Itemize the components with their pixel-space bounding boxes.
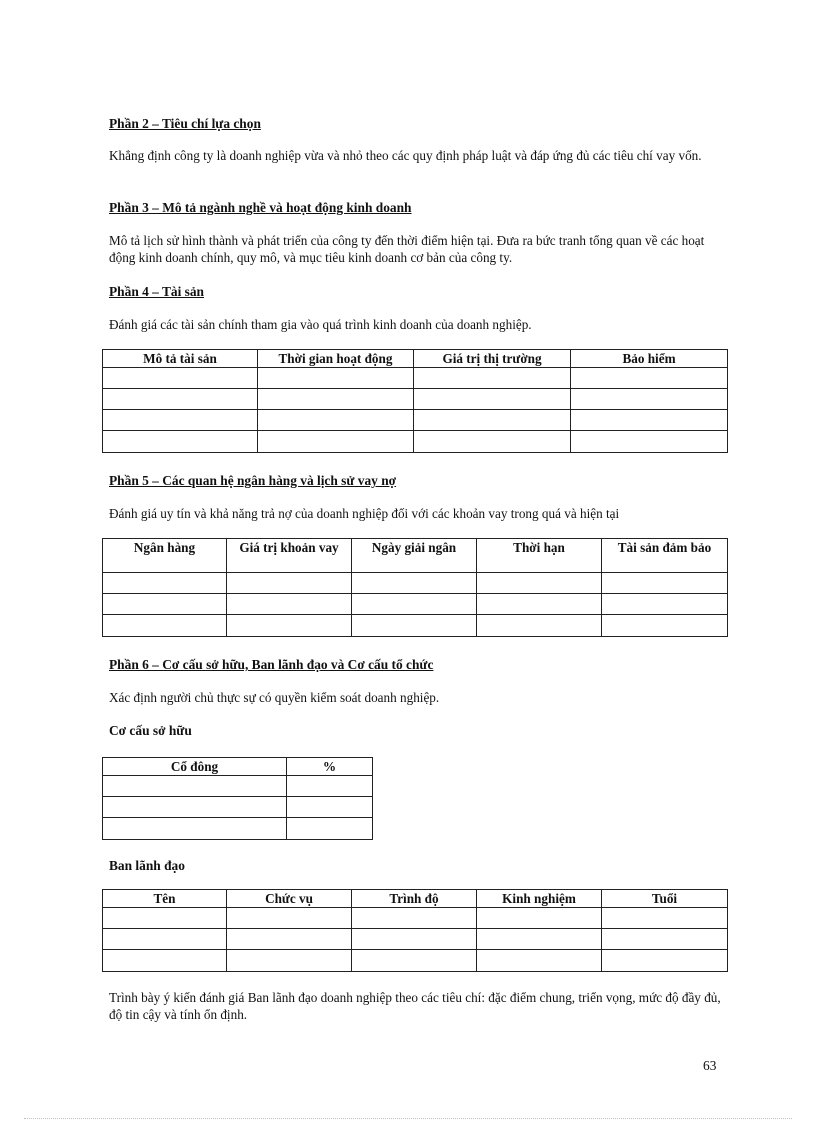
table-row: [103, 368, 728, 389]
table-row: [103, 410, 728, 431]
table-cell: [414, 410, 571, 431]
table-cell: [352, 929, 477, 950]
section-2-text: Khẳng định công ty là doanh nghiệp vừa và nhỏ theo các quy định pháp luật và đáp ứng đủ các tiêu chí vay vốn.: [109, 148, 702, 163]
table-cell: [287, 818, 373, 840]
table-cell: [258, 410, 414, 431]
section-5-heading: Phần 5 – Các quan hệ ngân hàng và lịch sử vay nợ: [109, 473, 397, 488]
table-cell: [227, 573, 352, 594]
section-5-text: Đánh giá uy tín và khả năng trả nợ của doanh nghiệp đối với các khoản vay trong quá và hiện tại: [109, 506, 620, 521]
table-cell: [352, 573, 477, 594]
table-row: [103, 573, 728, 594]
leadership-col-name: Tên: [103, 890, 227, 908]
table-cell: [103, 389, 258, 410]
table-cell: [103, 950, 227, 972]
table-cell: [103, 594, 227, 615]
table-cell: [602, 950, 728, 972]
table-cell: [602, 908, 728, 929]
table-cell: [602, 615, 728, 637]
table-cell: [227, 615, 352, 637]
ownership-col-shareholder: Cổ đông: [103, 758, 287, 776]
table-cell: [477, 594, 602, 615]
ownership-table: [102, 757, 373, 840]
table-cell: [227, 929, 352, 950]
table-cell: [103, 929, 227, 950]
table-row: [103, 950, 728, 972]
bank-col-term: Thời hạn: [477, 539, 602, 573]
table-cell: [258, 389, 414, 410]
leadership-closing-text: Trình bày ý kiến đánh giá Ban lãnh đạo doanh nghiệp theo các tiêu chí: đặc điểm chung, triển vọng, mức độ đầy đủ, độ tin cậy và tính ổn định.: [109, 990, 721, 1022]
table-cell: [103, 368, 258, 389]
table-cell: [571, 410, 728, 431]
table-cell: [103, 797, 287, 818]
section-3-heading: Phần 3 – Mô tả ngành nghề và hoạt động kinh doanh: [109, 200, 412, 215]
table-row: [103, 615, 728, 637]
table-cell: [352, 908, 477, 929]
table-cell: [602, 573, 728, 594]
table-cell: [103, 615, 227, 637]
table-cell: [477, 908, 602, 929]
ownership-col-percent: %: [287, 758, 373, 776]
table-cell: [103, 410, 258, 431]
table-cell: [352, 950, 477, 972]
table-cell: [287, 797, 373, 818]
table-row: [103, 818, 373, 840]
table-cell: [602, 594, 728, 615]
table-cell: [571, 431, 728, 453]
table-row: [103, 594, 728, 615]
table-cell: [227, 908, 352, 929]
section-3-text: Mô tả lịch sử hình thành và phát triển của công ty đến thời điểm hiện tại. Đưa ra bức tranh tổng quan về các hoạt động kinh doanh chính, quy mô, và mục tiêu kinh doanh cơ bản của công ty.: [109, 233, 705, 265]
assets-col-description: Mô tả tài sản: [103, 350, 258, 368]
section-4-text: Đánh giá các tài sản chính tham gia vào quá trình kinh doanh của doanh nghiệp.: [109, 317, 532, 332]
section-2-heading: Phần 2 – Tiêu chí lựa chọn: [109, 116, 261, 131]
table-cell: [258, 431, 414, 453]
assets-col-insurance: Bảo hiểm: [571, 350, 728, 368]
table-cell: [103, 431, 258, 453]
bank-relations-table: [102, 538, 728, 637]
table-row: [103, 929, 728, 950]
table-cell: [477, 615, 602, 637]
table-cell: [602, 929, 728, 950]
page-bottom-divider: [24, 1118, 792, 1119]
bank-col-bank: Ngân hàng: [103, 539, 227, 573]
ownership-title: Cơ cấu sở hữu: [109, 723, 192, 738]
page-number: 63: [703, 1058, 717, 1073]
table-row: [103, 908, 728, 929]
section-6-text: Xác định người chủ thực sự có quyền kiểm soát doanh nghiệp.: [109, 690, 440, 705]
assets-table: [102, 349, 728, 453]
section-4-heading: Phần 4 – Tài sản: [109, 284, 205, 299]
table-cell: [227, 594, 352, 615]
leadership-col-age: Tuổi: [602, 890, 728, 908]
assets-col-market-value: Giá trị thị trường: [414, 350, 571, 368]
table-cell: [352, 615, 477, 637]
table-cell: [103, 908, 227, 929]
table-cell: [414, 389, 571, 410]
table-cell: [571, 389, 728, 410]
leadership-title: Ban lãnh đạo: [109, 858, 185, 873]
leadership-col-position: Chức vụ: [227, 890, 352, 908]
bank-col-disbursement-date: Ngày giải ngân: [352, 539, 477, 573]
table-cell: [258, 368, 414, 389]
table-cell: [571, 368, 728, 389]
leadership-col-experience: Kinh nghiệm: [477, 890, 602, 908]
table-cell: [477, 929, 602, 950]
section-6-heading: Phần 6 – Cơ cấu sở hữu, Ban lãnh đạo và Cơ cấu tổ chức: [109, 657, 434, 672]
table-cell: [477, 573, 602, 594]
table-cell: [352, 594, 477, 615]
table-cell: [103, 818, 287, 840]
leadership-col-education: Trình độ: [352, 890, 477, 908]
table-row: [103, 389, 728, 410]
table-cell: [103, 776, 287, 797]
table-cell: [103, 573, 227, 594]
table-row: [103, 797, 373, 818]
bank-col-collateral: Tài sản đảm bảo: [602, 539, 728, 573]
table-row: [103, 776, 373, 797]
table-row: [103, 431, 728, 453]
table-cell: [414, 431, 571, 453]
leadership-table: [102, 889, 728, 972]
table-cell: [477, 950, 602, 972]
bank-col-loan-value: Giá trị khoản vay: [227, 539, 352, 573]
assets-col-operating-time: Thời gian hoạt động: [258, 350, 414, 368]
table-cell: [287, 776, 373, 797]
table-cell: [414, 368, 571, 389]
table-cell: [227, 950, 352, 972]
